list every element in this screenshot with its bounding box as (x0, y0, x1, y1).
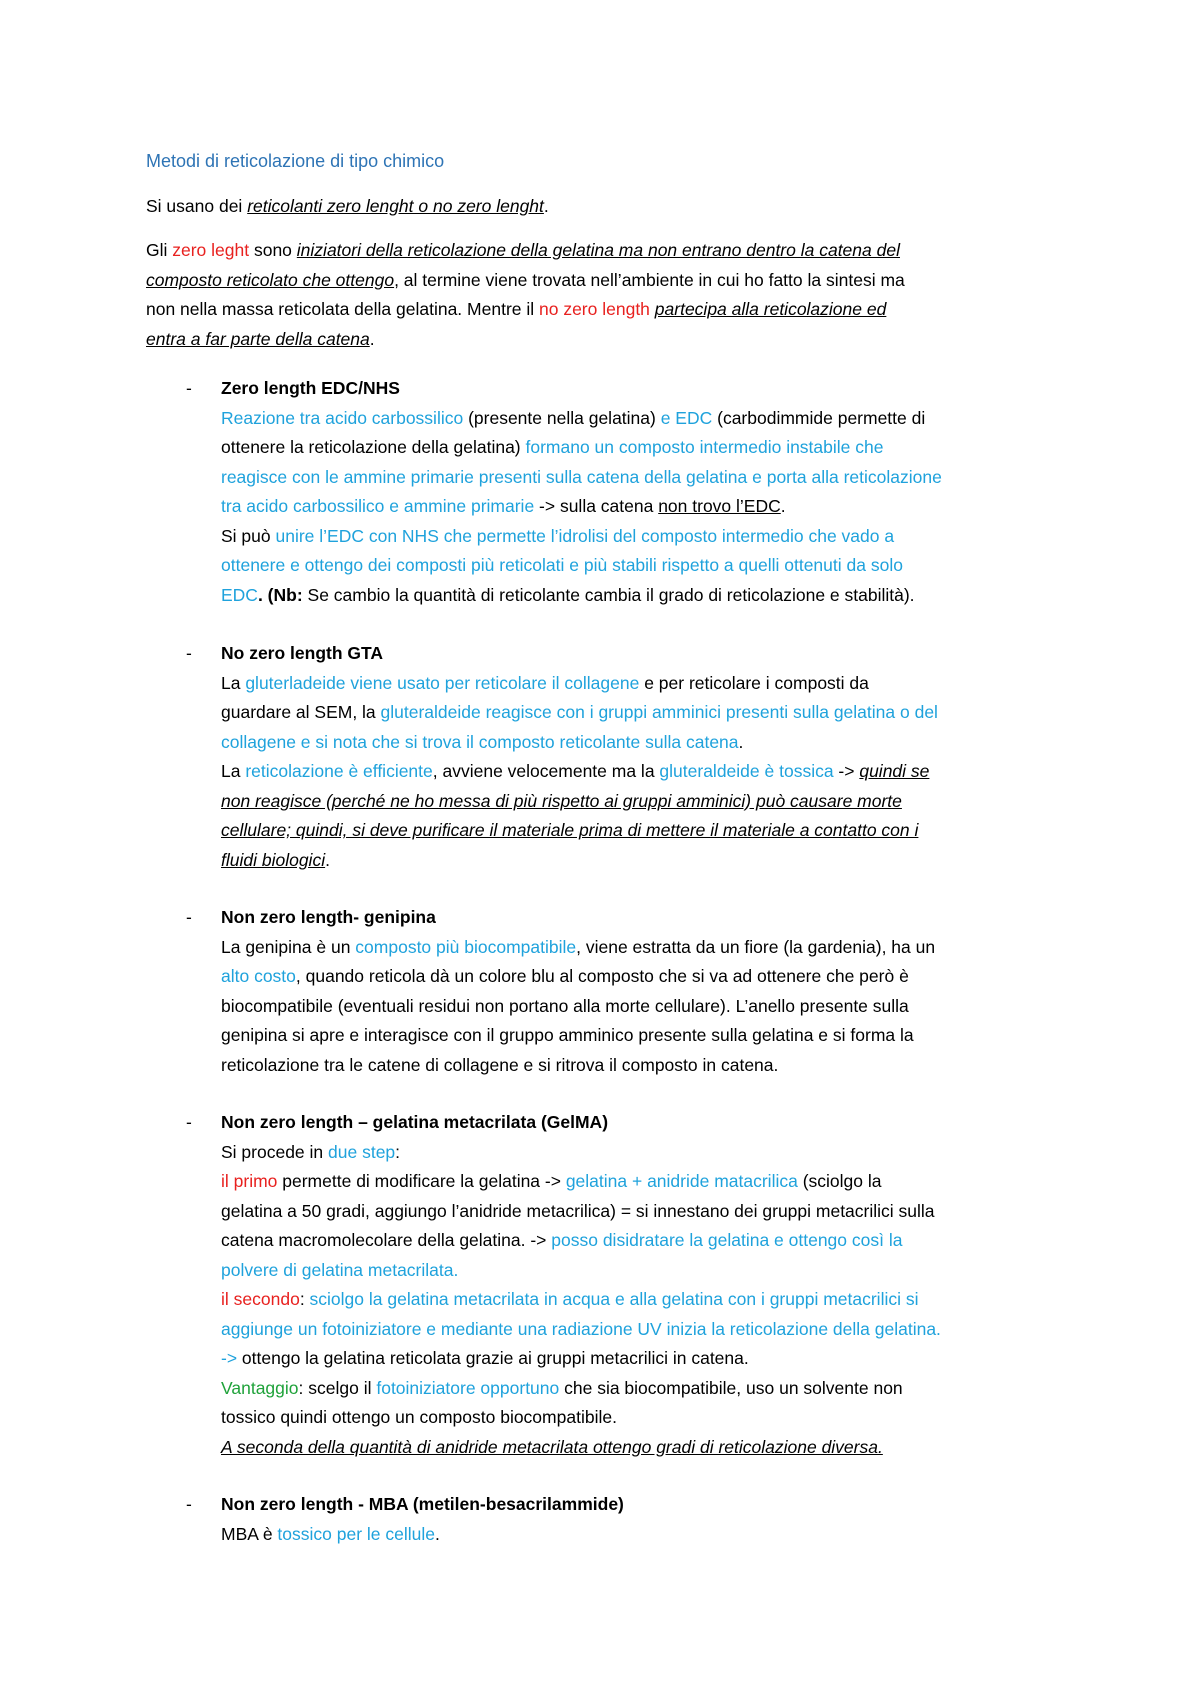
emphasis-text: entra a far parte della catena (146, 328, 370, 349)
text-segment: La (221, 672, 246, 693)
highlight-blue: sciolgo la gelatina metacrilata in acqua e alla gelatina con i gruppi metacrilici si (309, 1289, 919, 1309)
text-line (221, 1344, 1086, 1374)
list-item-body (221, 639, 1086, 875)
highlight-blue: -> (221, 1348, 238, 1368)
text-segment: (sciolgo la (797, 1171, 882, 1191)
text-segment: . (369, 328, 375, 349)
text-line: cellulare; quindi, si deve purificare il materiale prima di mettere il materiale a contatto con i (221, 820, 919, 840)
highlight-blue: tra acido carbossilico e ammine primarie (221, 496, 535, 516)
highlight-blue: fotoiniziatore opportuno (376, 1377, 560, 1398)
text-segment: La (221, 761, 246, 781)
text-segment: (presente nella gelatina) (463, 407, 661, 428)
note-label: Nb: (273, 584, 303, 605)
intro-emphasis: reticolanti zero lenght o no zero lenght (247, 196, 544, 216)
intro-text: Si usano dei (146, 196, 248, 216)
text-line (221, 522, 1086, 552)
text-line (146, 266, 1076, 296)
text-segment: . ( (257, 584, 274, 605)
emphasis-text: iniziatori della reticolazione della gelatina ma non entrano dentro la catena del (296, 240, 900, 260)
list-item-body (221, 1490, 1086, 1549)
highlight-red: il secondo (221, 1289, 300, 1309)
text-segment: . (780, 496, 786, 516)
text-line (221, 728, 1086, 758)
text-line (221, 757, 1086, 787)
text-segment: . (738, 731, 744, 752)
highlight-blue: alto costo (221, 966, 296, 986)
highlight-blue: tossico per le cellule (277, 1523, 435, 1544)
intro-paragraph (146, 192, 1076, 222)
highlight-blue: gelatina + anidride matacrilica (565, 1171, 798, 1191)
text-line (221, 962, 1086, 992)
definition-paragraph (146, 236, 1076, 354)
text-segment: permette di modificare la gelatina -> (277, 1171, 566, 1191)
list-bullet: - (186, 1494, 192, 1514)
text-line (221, 698, 1086, 728)
highlight-red: zero leght (172, 240, 250, 260)
text-line: polvere di gelatina metacrilata. (221, 1259, 459, 1280)
text-line (146, 295, 1076, 325)
highlight-blue: Reazione tra acido carbossilico (221, 407, 464, 428)
text-segment: MBA è (221, 1523, 278, 1544)
highlight-green: Vantaggio (221, 1377, 299, 1398)
text-segment: . (435, 1523, 440, 1544)
emphasis-text: composto reticolato che ottengo (146, 269, 395, 290)
highlight-blue: gluteraldeide è tossica (659, 761, 834, 781)
text-segment: ottengo la gelatina reticolata grazie ai gruppi metacrilici in catena. (237, 1348, 749, 1368)
text-segment: Gli (146, 240, 173, 260)
text-line (146, 325, 1076, 355)
text-line (221, 433, 1086, 463)
text-line (221, 669, 1086, 699)
text-line: reagisce con le ammine primarie presenti sulla catena della gelatina e porta alla reticolazione (221, 466, 942, 487)
text-line (221, 404, 1086, 434)
list-item-heading: Zero length EDC/NHS (221, 378, 400, 398)
text-line (221, 1167, 1086, 1197)
text-segment: e per reticolare i composti da (639, 672, 869, 693)
text-segment: guardare al SEM, la (221, 702, 381, 722)
highlight-blue: due step (328, 1141, 396, 1162)
highlight-blue: collagene e si nota che si trova il composto reticolante sulla catena (221, 731, 739, 752)
list-bullet: - (186, 378, 192, 398)
text-line: A seconda della quantità di anidride metacrilata ottengo gradi di reticolazione diversa. (221, 1436, 883, 1457)
text-line: non reagisce (perché ne ho messa di più rispetto ai gruppi amminici) può causare morte (221, 790, 902, 811)
text-line: reticolazione tra le catene di collagene e si ritrova il composto in catena. (221, 1054, 779, 1075)
text-line (221, 933, 1086, 963)
list-bullet: - (186, 643, 192, 663)
text-line (221, 1285, 1086, 1315)
text-line: gelatina a 50 gradi, aggiungo l’anidride metacrilica) = si innestano dei gruppi metacrilici sulla (221, 1200, 935, 1221)
text-segment: , al termine viene trovata nell’ambiente in cui ho fatto la sintesi ma (394, 269, 905, 290)
emphasis-text: partecipa alla reticolazione ed (654, 299, 887, 319)
text-segment: : scelgo il (298, 1377, 377, 1398)
text-line (221, 492, 1086, 522)
list-bullet: - (186, 907, 192, 927)
list-item-body (221, 374, 1086, 610)
text-segment: -> (833, 761, 860, 781)
text-segment: Se cambio la quantità di reticolante cambia il grado di reticolazione e stabilità). (302, 584, 915, 605)
highlight-blue: gluteraldeide reagisce con i gruppi amminici presenti sulla gelatina o del (380, 702, 938, 722)
text-line (146, 236, 1076, 266)
text-segment: , avviene velocemente ma la (432, 761, 660, 781)
highlight-blue: reticolazione è efficiente (245, 761, 433, 781)
text-segment: , viene estratta da un fiore (la gardenia), ha un (576, 936, 936, 957)
text-line (221, 1374, 1086, 1404)
text-line (221, 1226, 1086, 1256)
list-item-heading: No zero length GTA (221, 643, 384, 663)
text-line: aggiunge un fotoiniziatore e mediante una radiazione UV inizia la reticolazione della gelatina. (221, 1318, 941, 1339)
text-line (221, 1520, 1086, 1550)
highlight-blue: e EDC (660, 407, 713, 428)
text-segment: catena macromolecolare della gelatina. -> (221, 1230, 552, 1250)
text-segment: Si può (221, 525, 276, 546)
document-title: Metodi di reticolazione di tipo chimico (146, 151, 445, 171)
text-line: genipina si apre e interagisce con il gruppo amminico presente sulla gelatina e si forma la (221, 1025, 914, 1045)
underlined-text: non trovo l’EDC (658, 496, 781, 516)
highlight-blue: gluterladeide viene usato per reticolare il collagene (245, 672, 640, 693)
text-segment: ottenere la reticolazione della gelatina) (221, 437, 526, 457)
text-line (221, 581, 1086, 611)
intro-end: . (543, 196, 549, 216)
highlight-blue: formano un composto intermedio instabile che (525, 437, 884, 457)
text-segment: (carbodimmide permette di (712, 407, 926, 428)
highlight-blue: unire l’EDC con NHS che permette l’idrolisi del composto intermedio che vado a (275, 525, 895, 546)
text-line: ottenere e ottengo dei composti più reticolati e più stabili rispetto a quelli ottenuti da solo (221, 555, 903, 575)
text-segment: che sia biocompatibile, uso un solvente non (559, 1377, 903, 1398)
list-bullet: - (186, 1112, 192, 1132)
list-item-heading: Non zero length – gelatina metacrilata (GelMA) (221, 1112, 609, 1132)
text-segment: non nella massa reticolata della gelatina. Mentre il (146, 299, 539, 319)
text-segment: Si procede in (221, 1141, 329, 1162)
emphasis-text: quindi se (859, 761, 930, 781)
list-item-heading: Non zero length- genipina (221, 907, 436, 927)
text-line (221, 1138, 1086, 1168)
text-line: tossico quindi ottengo un composto biocompatibile. (221, 1407, 617, 1427)
text-segment: La genipina è un (221, 936, 356, 957)
text-segment: , quando reticola dà un colore blu al composto che si va ad ottenere che però è (295, 966, 909, 986)
list-item-heading: Non zero length - MBA (metilen-besacrilammide) (221, 1494, 624, 1514)
text-segment: . (325, 849, 330, 870)
text-line: biocompatibile (eventuali residui non portano alla morte cellulare). L’anello presente sulla (221, 995, 909, 1016)
list-item-body (221, 903, 1086, 1080)
highlight-red: il primo (221, 1171, 278, 1191)
highlight-blue: EDC (221, 584, 258, 605)
text-segment: : (395, 1141, 401, 1162)
text-line (221, 846, 1086, 876)
text-segment: sono (249, 240, 297, 260)
text-segment: -> sulla catena (534, 496, 659, 516)
list-item-body (221, 1108, 1086, 1462)
text-segment: : (299, 1289, 310, 1309)
highlight-blue: composto più biocompatibile (355, 936, 577, 957)
highlight-blue: posso disidratare la gelatina e ottengo così la (551, 1230, 903, 1250)
highlight-red: no zero length (539, 299, 650, 319)
emphasis-text: fluidi biologici (221, 849, 326, 870)
